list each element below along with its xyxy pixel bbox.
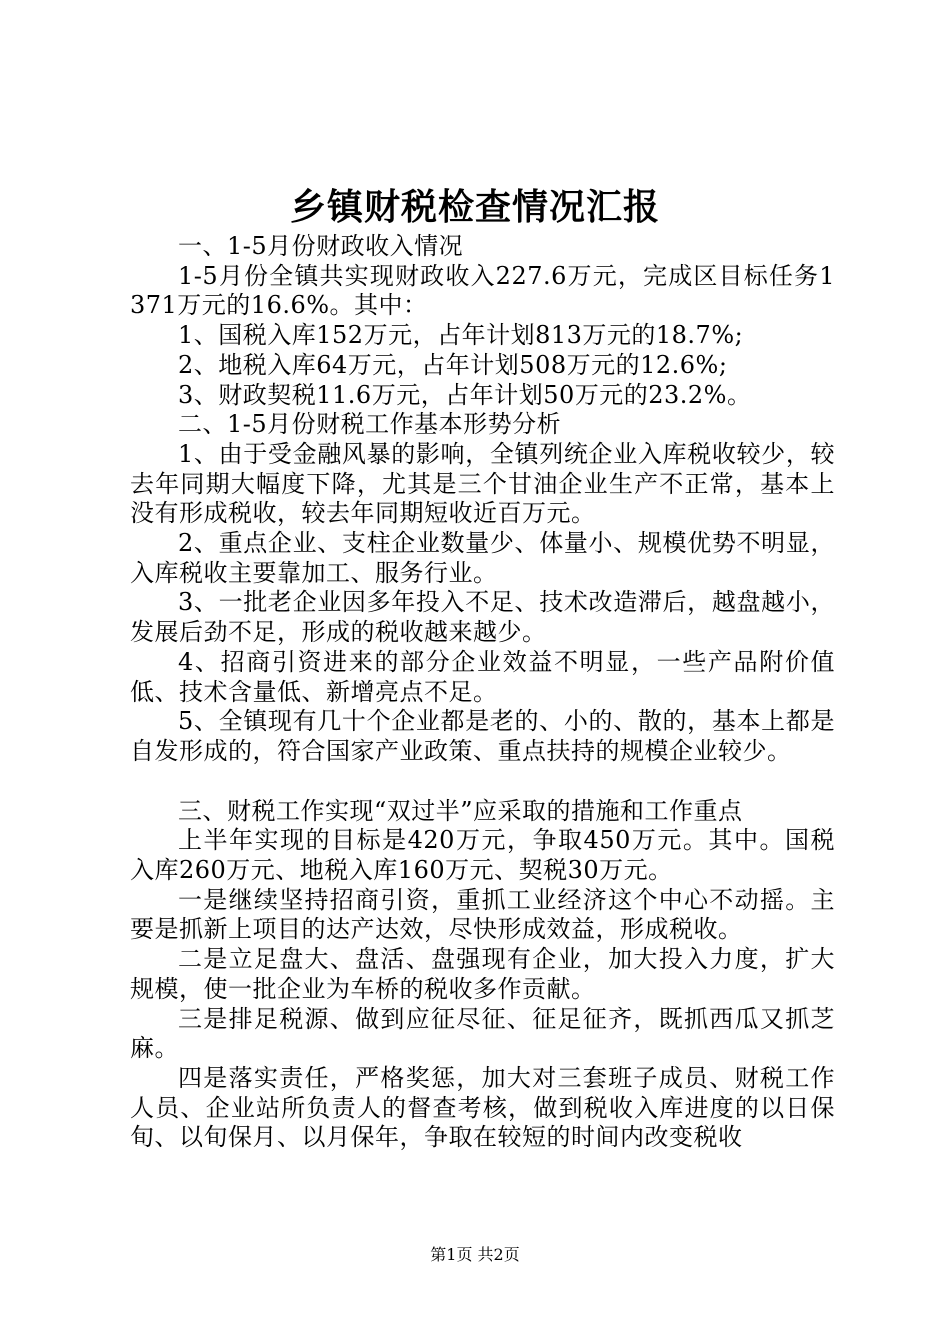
section-heading-2: 二、1-5月份财税工作基本形势分析 xyxy=(178,410,562,439)
measure-item-2: 二是立足盘大、盘活、盘强现有企业，加大投入力度，扩大规模，使一批企业为车桥的税收多作贡献。 xyxy=(130,945,835,1003)
section-heading-3: 三、财税工作实现“双过半”应采取的措施和工作重点 xyxy=(178,796,743,825)
analysis-item-4: 4、招商引资进来的部分企业效益不明显，一些产品附价值低、技术含量低、新增亮点不足。 xyxy=(130,647,835,706)
revenue-summary-paragraph: 1-5月份全镇共实现财政收入227.6万元，完成区目标任务1371万元的16.6%。其中： xyxy=(130,261,835,320)
analysis-item-3: 3、一批老企业因多年投入不足、技术改造滞后，越盘越小，发展后劲不足，形成的税收越来越少。 xyxy=(130,588,835,647)
analysis-item-2: 2、重点企业、支柱企业数量少、体量小、规模优势不明显，入库税收主要靠加工、服务行业。 xyxy=(130,529,835,587)
analysis-item-1: 1、由于受金融风暴的影响，全镇列统企业入库税收较少，较去年同期大幅度下降，尤其是三个甘油企业生产不正常，基本上没有形成税收，较去年同期短收近百万元。 xyxy=(130,439,835,528)
analysis-item-5: 5、全镇现有几十个企业都是老的、小的、散的，基本上都是自发形成的，符合国家产业政策、重点扶持的规模企业较少。 xyxy=(130,707,835,765)
measure-item-3: 三是排足税源、做到应征尽征、征足征齐，既抓西瓜又抓芝麻。 xyxy=(130,1004,835,1063)
local-tax-item: 2、地税入库64万元，占年计划508万元的12.6%; xyxy=(178,350,728,379)
target-paragraph: 上半年实现的目标是420万元，争取450万元。其中。国税入库260万元、地税入库160万元、契税30万元。 xyxy=(130,826,835,885)
section-heading-1: 一、1-5月份财政收入情况 xyxy=(178,232,464,260)
measure-item-1: 一是继续坚持招商引资，重抓工业经济这个中心不动摇。主要是抓新上项目的达产达效，尽快形成效益，形成税收。 xyxy=(130,885,835,944)
measure-item-4: 四是落实责任，严格奖惩，加大对三套班子成员、财税工作人员、企业站所负责人的督查考核，做到税收入库进度的以日保旬、以旬保月、以月保年，争取在较短的时间内改变税收 xyxy=(130,1063,835,1152)
page-number-footer: 第1页 共2页 xyxy=(430,1245,520,1264)
deed-tax-item: 3、财政契税11.6万元，占年计划50万元的23.2%。 xyxy=(178,380,752,409)
document-body xyxy=(130,232,835,1153)
national-tax-item: 1、国税入库152万元，占年计划813万元的18.7%; xyxy=(178,321,744,350)
document-title: 乡镇财税检查情况汇报 xyxy=(289,186,660,228)
